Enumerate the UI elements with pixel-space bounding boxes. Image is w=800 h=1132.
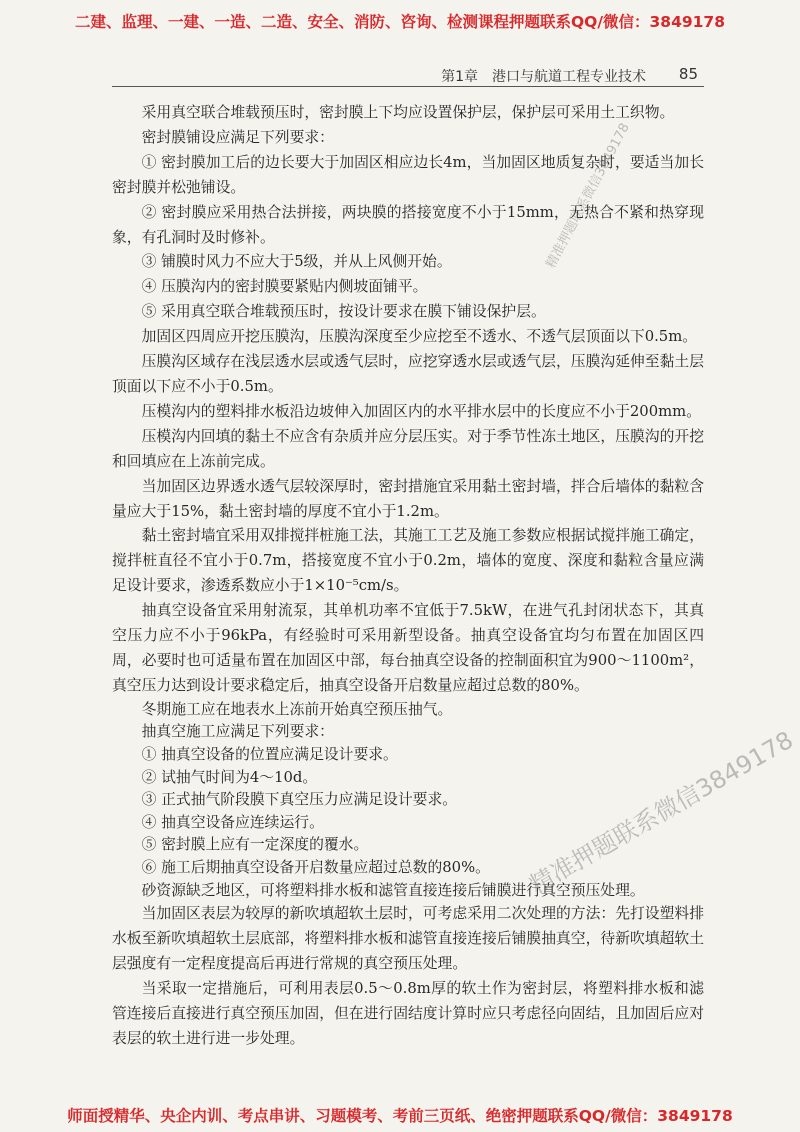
list-item: ① 密封膜加工后的边长要大于加固区相应边长4m，当加固区地质复杂时，要适当加长密封膜并松弛铺设。 [112, 153, 704, 196]
page-body [112, 101, 704, 1052]
paragraph: 砂资源缺乏地区，可将塑料排水板和滤管直接连接后铺膜进行真空预压处理。 [141, 881, 645, 899]
paragraph: 密封膜铺设应满足下列要求： [141, 128, 334, 146]
paragraph: 黏土密封墙宜采用双排搅拌桩施工法，其施工工艺及施工参数应根据试搅拌施工确定，搅拌桩直径不宜小于0.7m，搭接宽度不宜小于0.2m，墙体的宽度、深度和黏粒含量应满足设计要求，渗透系数应小于1×10⁻⁵cm/s。 [112, 527, 704, 595]
paragraph: 抽真空施工应满足下列要求： [141, 723, 334, 741]
chapter-title: 第1章 港口与航道工程专业技术 [441, 69, 646, 85]
paragraph: 冬期施工应在地表水上冻前开始真空预压抽气。 [141, 700, 453, 718]
list-item: ④ 抽真空设备应连续运行。 [141, 813, 324, 831]
list-item: ⑤ 采用真空联合堆载预压时，按设计要求在膜下铺设保护层。 [141, 303, 546, 321]
list-item: ③ 正式抽气阶段膜下真空压力应满足设计要求。 [141, 791, 458, 809]
paragraph: 加固区四周应开挖压膜沟，压膜沟深度至少应挖至不透水、不透气层顶面以下0.5m。 [141, 328, 698, 346]
paragraph: 压模沟内的塑料排水板沿边坡伸入加固区内的水平排水层中的长度应不小于200mm。 [141, 402, 701, 420]
watermark-large: 精准押题联系微信3849178 [525, 725, 798, 900]
top-banner: 二建、监理、一建、一造、二造、安全、消防、咨询、检测课程押题联系QQ/微信：3849178 [74, 13, 725, 31]
paragraph: 当加固区表层为较厚的新吹填超软土层时，可考虑采用二次处理的方法：先打设塑料排水板至新吹填超软土层底部，将塑料排水板和滤管直接连接后铺膜抽真空，待新吹填超软土层强度有一定程度提高后再进行常规的真空预压处理。 [112, 905, 704, 972]
list-item: ⑤ 密封膜上应有一定深度的覆水。 [141, 836, 369, 854]
bottom-banner: 师面授精华、央企内训、考点串讲、习题模考、考前三页纸、绝密押题联系QQ/微信：3849178 [67, 1107, 733, 1125]
list-item: ③ 铺膜时风力不应大于5级，并从上风侧开始。 [141, 253, 452, 271]
paragraph: 抽真空设备宜采用射流泵，其单机功率不宜低于7.5kW，在进气孔封闭状态下，其真空压力应不小于96kPa，有经验时可采用新型设备。抽真空设备宜均匀布置在加固区四周，必要时也可适量布置在加固区中部，每台抽真空设备的控制面积宜为900～1100m²，真空压力达到设计要求稳定后，抽真空设备开启数量应超过总数的80%。 [112, 602, 704, 694]
list-item: ④ 压膜沟内的密封膜要紧贴内侧坡面铺平。 [141, 278, 428, 296]
paragraph: 压模沟内回填的黏土不应含有杂质并应分层压实。对于季节性冻土地区，压膜沟的开挖和回填应在上冻前完成。 [112, 427, 704, 470]
paragraph: 当采取一定措施后，可利用表层0.5～0.8m厚的软土作为密封层，将塑料排水板和滤管连接后直接进行真空预压加固，但在进行固结度计算时应只考虑径向固结，且加固后应对表层的软土进行进一步处理。 [112, 979, 704, 1047]
page-header [112, 66, 704, 87]
page-number: 85 [678, 65, 698, 83]
watermark-small: 精准押题联系微信3849178 [543, 120, 633, 271]
list-item: ① 抽真空设备的位置应满足设计要求。 [141, 745, 398, 763]
list-item: ⑥ 施工后期抽真空设备开启数量应超过总数的80%。 [141, 858, 490, 876]
list-item: ② 试抽气时间为4～10d。 [141, 768, 318, 786]
list-item: ② 密封膜应采用热合法拼接，两块膜的搭接宽度不小于15mm，无热合不紧和热穿现象，有孔洞时及时修补。 [112, 203, 704, 246]
paragraph: 当加固区边界透水透气层较深厚时，密封措施宜采用黏土密封墙，拌合后墙体的黏粒含量应大于15%，黏土密封墙的厚度不宜小于1.2m。 [112, 477, 704, 520]
paragraph: 压膜沟区域存在浅层透水层或透气层时，应挖穿透水层或透气层，压膜沟延伸至黏土层顶面以下应不小于0.5m。 [112, 353, 704, 395]
paragraph: 采用真空联合堆载预压时，密封膜上下均应设置保护层，保护层可采用土工织物。 [141, 104, 675, 121]
